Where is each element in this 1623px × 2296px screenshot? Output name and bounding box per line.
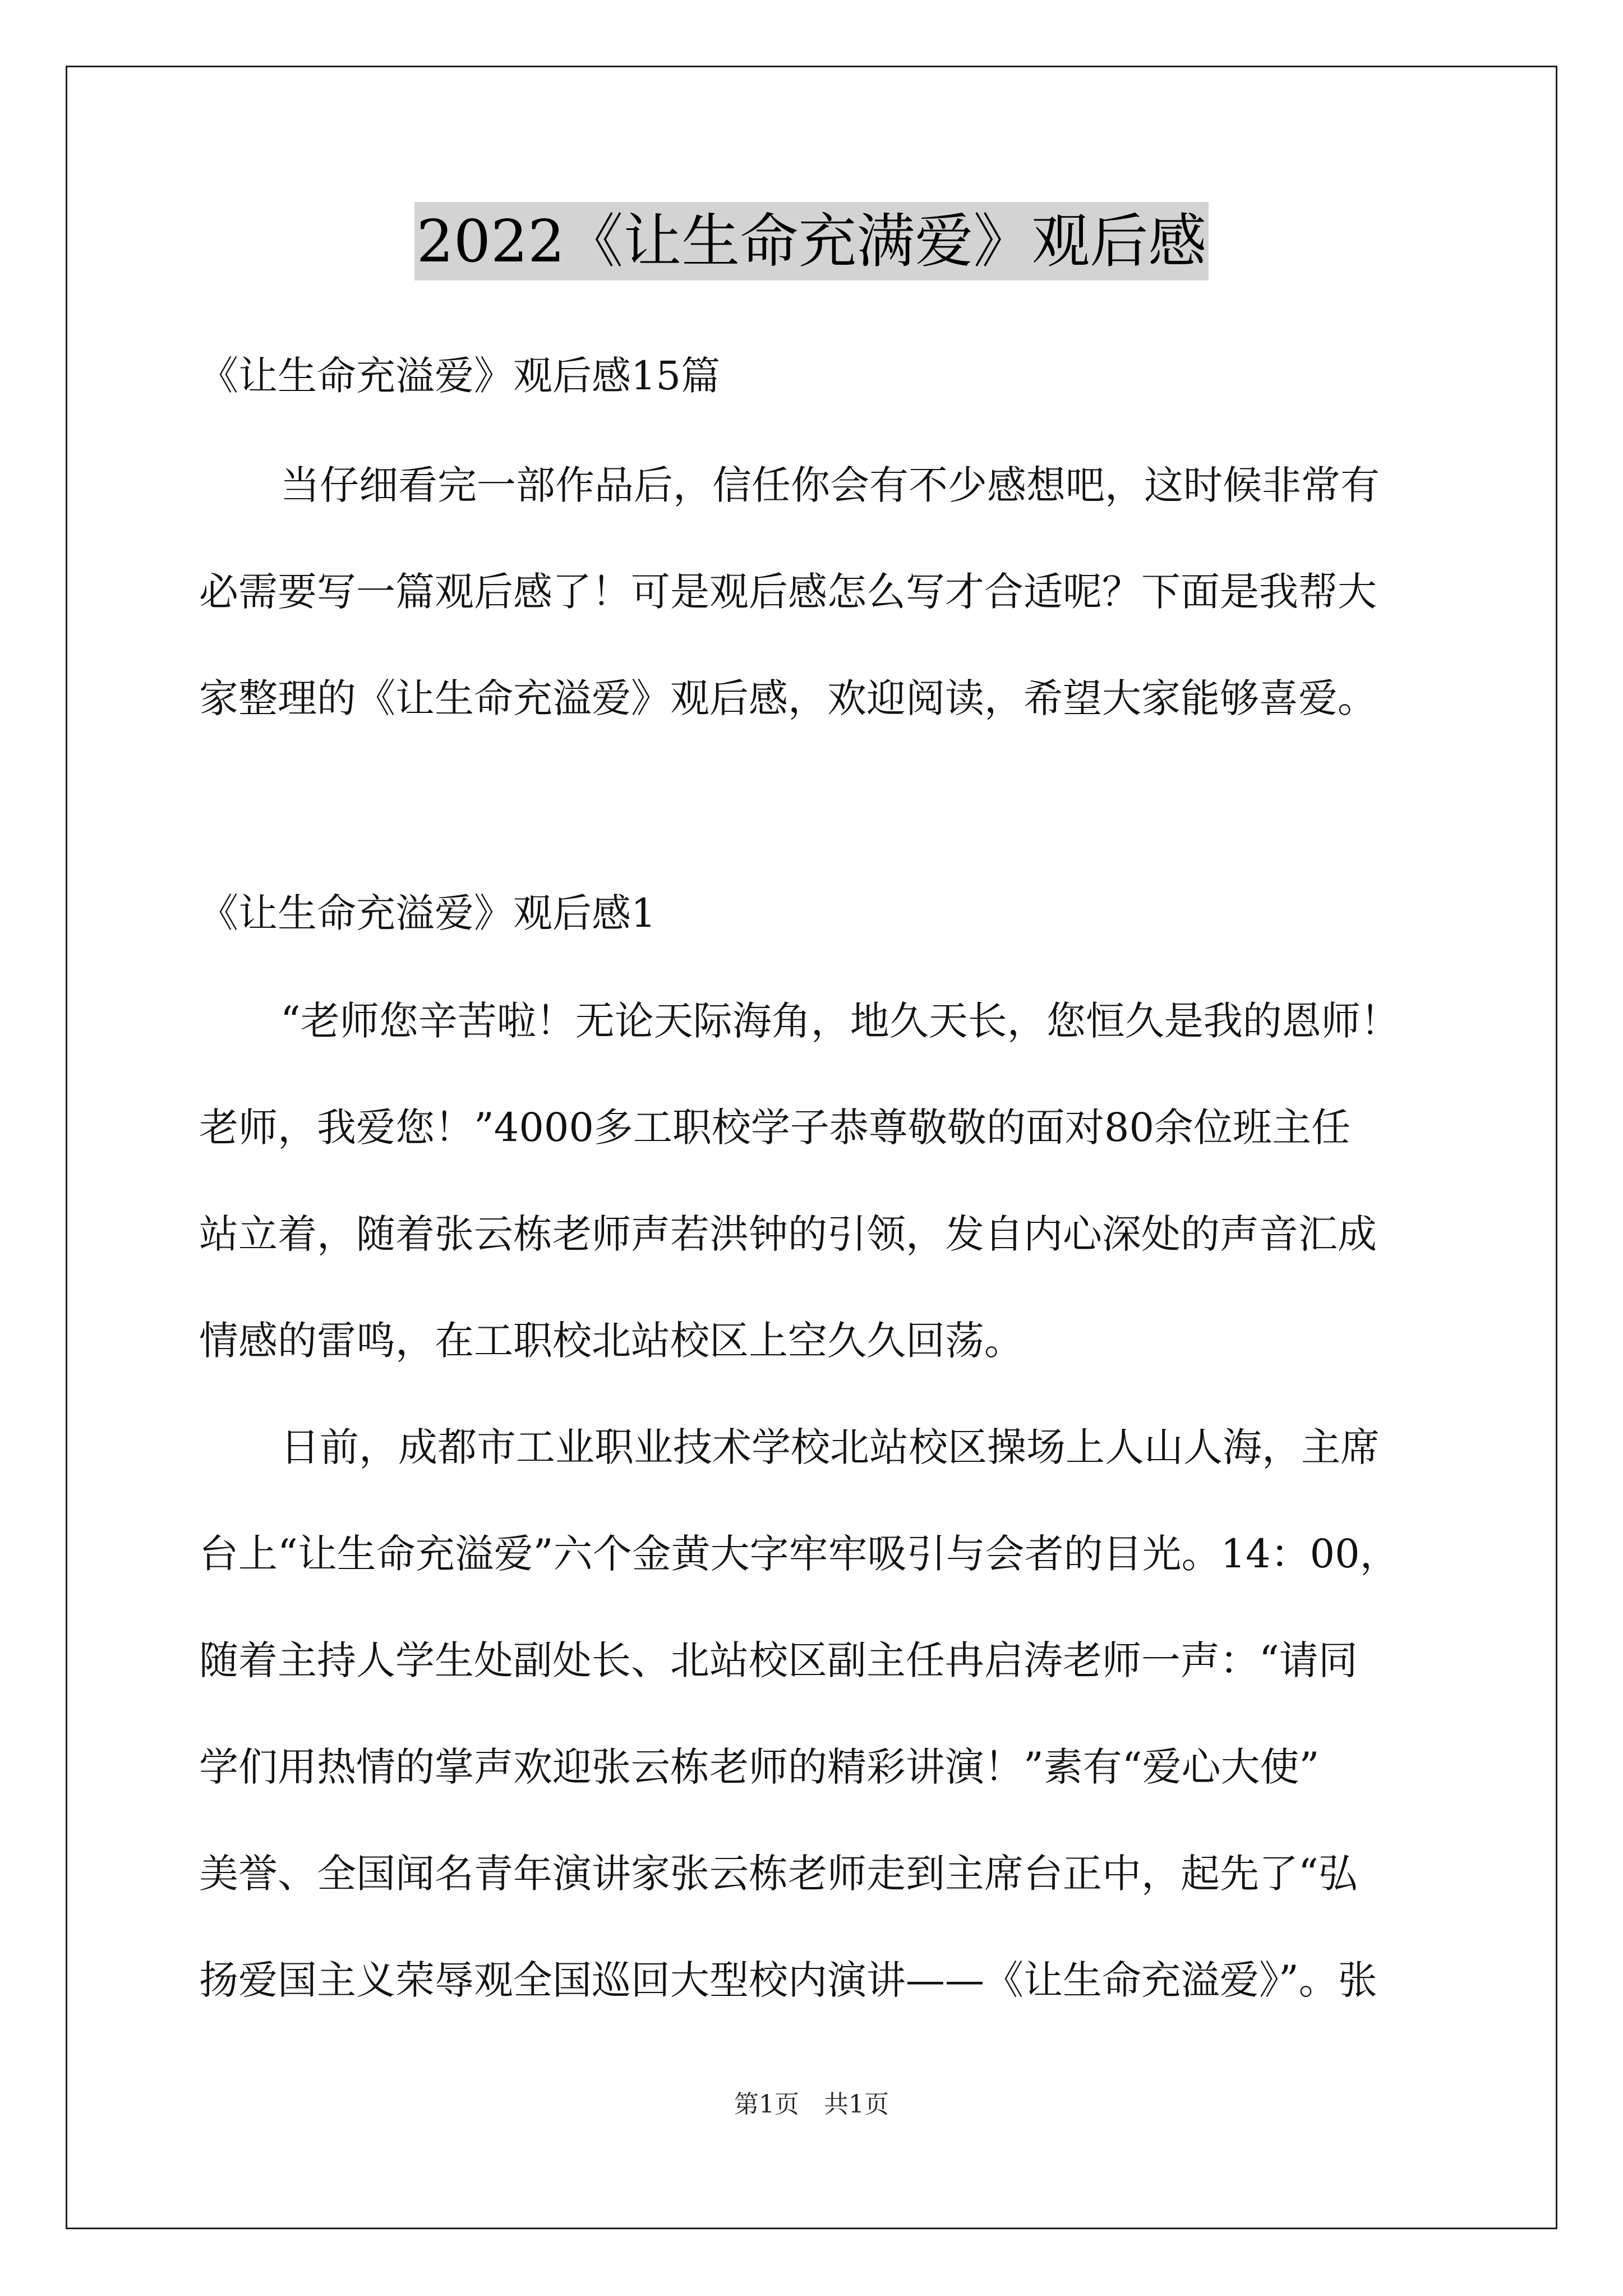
title-container: [0, 202, 1623, 280]
intro-line-3: 家整理的《让生命充溢爱》观后感，欢迎阅读，希望大家能够喜爱。: [199, 675, 1377, 721]
para2-line-4: 学们用热情的掌声欢迎张云栋老师的精彩讲演！”素有“爱心大使”: [199, 1744, 1320, 1790]
page-footer: 第1页 共1页: [734, 2090, 889, 2119]
document-title: 2022《让生命充满爱》观后感: [414, 202, 1209, 280]
para2-line-6: 扬爱国主义荣辱观全国巡回大型校内演讲——《让生命充溢爱》”。张: [199, 1957, 1377, 2003]
subtitle: 《让生命充溢爱》观后感15篇: [199, 353, 721, 399]
para2-line-1: 日前，成都市工业职业技术学校北站校区操场上人山人海，主席: [280, 1424, 1380, 1470]
intro-line-2: 必需要写一篇观后感了！可是观后感怎么写才合适呢？下面是我帮大: [199, 569, 1377, 615]
intro-line-1: 当仔细看完一部作品后，信任你会有不少感想吧，这时候非常有: [280, 462, 1380, 508]
para1-line-1: “老师您辛苦啦！无论天际海角，地久天长，您恒久是我的恩师！: [280, 998, 1400, 1044]
section-heading: 《让生命充溢爱》观后感1: [199, 890, 656, 936]
para1-line-4: 情感的雷鸣，在工职校北站校区上空久久回荡。: [199, 1318, 1023, 1364]
para2-line-3: 随着主持人学生处副处长、北站校区副主任冉启涛老师一声：“请同: [199, 1637, 1358, 1683]
para1-line-2: 老师，我爱您！”4000多工职校学子恭尊敬敬的面对80余位班主任: [199, 1105, 1351, 1151]
para1-line-3: 站立着，随着张云栋老师声若洪钟的引领，发自内心深处的声音汇成: [199, 1211, 1377, 1257]
para2-line-2: 台上“让生命充溢爱”六个金黄大字牢牢吸引与会者的目光。14：00，: [199, 1531, 1399, 1577]
para2-line-5: 美誉、全国闻名青年演讲家张云栋老师走到主席台正中，起先了“弘: [199, 1851, 1358, 1897]
